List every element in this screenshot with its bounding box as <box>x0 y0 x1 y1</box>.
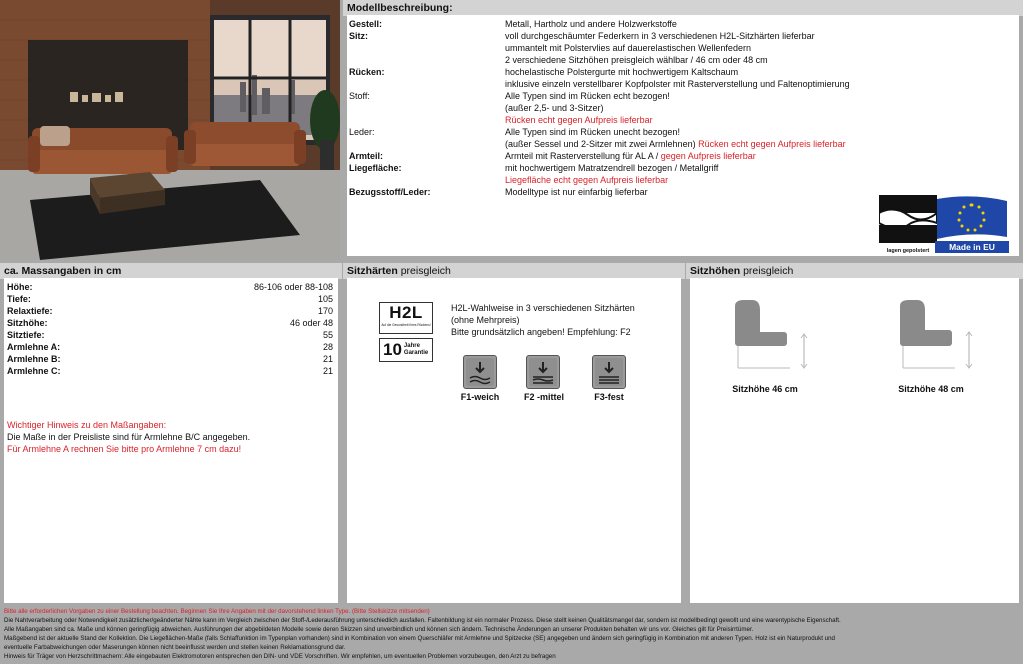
seat-hardness-title-light: preisgleich <box>400 265 451 277</box>
guarantee-words: Jahre Garantie <box>403 343 429 356</box>
h2l-logo-text: H2L <box>389 303 423 322</box>
measure-value: 21 <box>322 366 333 376</box>
measures-note-line2: Für Armlehne A rechnen Sie bitte pro Armlehne 7 cm dazu! <box>7 444 242 454</box>
seat-heights-panel <box>686 263 1023 605</box>
spec-key: Bezugsstoff/Leder: <box>349 187 431 197</box>
layer-badge-label: lagen gepolstert <box>886 248 930 254</box>
seat-hardness-title <box>343 263 685 279</box>
spec-row <box>349 42 1005 54</box>
spec-list <box>349 18 1005 198</box>
measure-row <box>7 293 333 305</box>
seat-heights-title-light: preisgleich <box>743 265 794 277</box>
seat-hardness-title-bold: Sitzhärten <box>347 265 398 277</box>
seat-height-48-label: Sitzhöhe 48 cm <box>898 384 964 394</box>
measure-row <box>7 317 333 329</box>
measure-key: Armlehne B: <box>7 354 61 364</box>
layer-badge <box>879 195 937 253</box>
measure-key: Armlehne A: <box>7 342 61 352</box>
spec-row <box>349 30 1005 42</box>
footer-line2: Die Nahtverarbeitung oder Notwendigkeit zusätzlicher/geänderter Nähte kann im Vergleich zwischen der Stoff-/Lederausführung unterschiedlich ausfallen. Faltenbildung ist ein normaler Prozess. Diese stellt keinen Qualitätsmangel dar, sondern ist modellbedingt gewollt und eine warentypische Eigenschaft. <box>4 617 841 624</box>
spec-row <box>349 54 1005 66</box>
measure-row <box>7 305 333 317</box>
spec-value: (außer Sessel und 2-Sitzer mit zwei Armlehnen) Rücken echt gegen Aufpreis lieferbar <box>505 139 846 149</box>
spec-value: Alle Typen sind im Rücken echt bezogen! <box>505 91 670 101</box>
spec-key: Rücken: <box>349 67 385 77</box>
measure-value: 21 <box>322 354 333 364</box>
seat-height-48-icon <box>895 298 985 378</box>
hardness-f1-icon <box>463 355 497 389</box>
seat-height-46-label: Sitzhöhe 46 cm <box>732 384 798 394</box>
hardness-f3-icon <box>592 355 626 389</box>
measure-value: 86-106 oder 88-108 <box>253 282 333 292</box>
measure-value: 28 <box>322 342 333 352</box>
footer-line5: eventuelle Farbabweichungen oder Maserungen können nicht beeinflusst werden und stellen keinen Reklamationsgrund dar. <box>4 644 346 651</box>
spec-value: Metall, Hartholz und andere Holzwerkstoffe <box>505 19 677 29</box>
measure-row <box>7 281 333 293</box>
spec-key <box>349 42 505 54</box>
spec-key <box>349 54 505 66</box>
spec-row <box>349 90 1005 102</box>
footer-line3: Alle Maßangaben sind ca. Maße und können geringfügig abweichen. Ausführungen der abgebildeten Modelle sowie deren Skizzen sind unverbindlich und können sich ändern. Technische Änderungen an unserer Produkten behalten wir uns vor. Gleiches gilt für Preisirrtümer. <box>4 626 754 633</box>
measure-key: Armlehne C: <box>7 366 61 376</box>
measure-row <box>7 353 333 365</box>
spec-row <box>349 66 1005 78</box>
measure-key: Höhe: <box>7 282 33 292</box>
measure-row <box>7 329 333 341</box>
spec-value: hochelastische Polstergurte mit hochwertigem Kaltschaum <box>505 67 739 77</box>
spec-value: inklusive einzeln verstellbarer Kopfpolster mit Rasterverstellung und Faltenoptimierung <box>505 79 850 89</box>
measure-value: 46 oder 48 <box>289 318 333 328</box>
h2l-logo <box>379 302 433 334</box>
footer-line6: Hinweis für Träger von Herzschrittmachern: Alle eingebauten Elektromotoren entsprechen den DIN- und VDE Vorschriften. Wir empfehlen, um eventuellen Problemen vorzubeugen, den Arzt zu befragen <box>4 653 556 660</box>
measures-note-title: Wichtiger Hinweis zu den Maßangaben: <box>7 420 167 430</box>
hardness-f1-label: F1-weich <box>460 392 500 402</box>
spec-value: ummantelt mit Polstervlies auf dauerelastischen Wellenfedern <box>505 43 751 53</box>
seat-hardness-panel <box>343 263 685 605</box>
measures-title: ca. Massangaben in cm <box>0 263 342 279</box>
guarantee-logo <box>379 338 433 362</box>
spec-row <box>349 138 1005 150</box>
hardness-info-line1: H2L-Wahlweise in 3 verschiedenen Sitzhärten <box>451 303 635 313</box>
spec-row <box>349 18 1005 30</box>
spec-key: Armteil: <box>349 151 384 161</box>
model-description-title: Modellbeschreibung: <box>343 0 1023 16</box>
spec-row <box>349 78 1005 90</box>
measures-note <box>7 419 250 455</box>
spec-key: Liegefläche: <box>349 163 402 173</box>
seat-heights-title-bold: Sitzhöhen <box>690 265 741 277</box>
measure-key: Relaxtiefe: <box>7 306 53 316</box>
spec-value: Liegefläche echt gegen Aufpreis lieferbar <box>505 175 669 185</box>
spec-row <box>349 102 1005 114</box>
spec-value-red: gegen Aufpreis lieferbar <box>658 151 756 161</box>
guarantee-number: 10 <box>383 340 402 359</box>
eu-badge-label: Made in EU <box>935 241 1009 253</box>
spec-value: Modelltype ist nur einfarbig lieferbar <box>505 187 648 197</box>
spec-value-red: Rücken echt gegen Aufpreis lieferbar <box>695 139 846 149</box>
eu-badge <box>935 195 1009 253</box>
seat-heights-title <box>686 263 1023 279</box>
spec-value: Rücken echt gegen Aufpreis lieferbar <box>505 115 653 125</box>
measure-row <box>7 365 333 377</box>
spec-row <box>349 126 1005 138</box>
spec-value: (außer 2,5- und 3-Sitzer) <box>505 103 604 113</box>
spec-key <box>349 114 505 126</box>
hardness-info-line2: (ohne Mehrpreis) <box>451 315 520 325</box>
measure-key: Tiefe: <box>7 294 31 304</box>
measure-value: 170 <box>317 306 333 316</box>
spec-key: Leder: <box>349 127 375 137</box>
hardness-f3-label: F3-fest <box>594 392 624 402</box>
model-description-panel <box>343 0 1023 260</box>
footer-line4: Maßgebend ist der aktuelle Stand der Kollektion. Die Liegeflächen-Maße (falls Schlaffunktion im Typenplan vorhanden) sind in Kombination von einem Querschläfer mit Armlehne und Spitzecke (SE) angegeben und ändern sich geringfügig in Kombination mit anderen Typen. Holz ist ein Naturprodukt und <box>4 635 835 642</box>
spec-key <box>349 102 505 114</box>
spec-value: 2 verschiedene Sitzhöhen preisgleich wählbar / 46 cm oder 48 cm <box>505 55 768 65</box>
spec-key <box>349 138 505 150</box>
measure-row <box>7 341 333 353</box>
seat-height-46-icon <box>730 298 820 378</box>
eu-flag-icon <box>935 195 1009 241</box>
hardness-info <box>451 302 635 338</box>
measures-panel <box>0 263 342 605</box>
spec-value: mit hochwertigem Matratzendrell bezogen / Metallgriff <box>505 163 719 173</box>
measure-key: Sitzhöhe: <box>7 318 48 328</box>
living-room-image <box>0 0 340 260</box>
hardness-f2-label: F2 -mittel <box>523 392 564 402</box>
measures-note-line1: Die Maße in der Preisliste sind für Armlehne B/C angegeben. <box>7 432 251 442</box>
measures-table <box>7 281 333 377</box>
spec-key: Gestell: <box>349 19 383 29</box>
layer-icon <box>879 195 937 243</box>
measure-key: Sitztiefe: <box>7 330 45 340</box>
spec-value: Armteil mit Rasterverstellung für AL A / gegen Aufpreis lieferbar <box>505 151 756 161</box>
hardness-f2-icon <box>526 355 560 389</box>
footer-notes <box>4 607 1019 661</box>
spec-key: Stoff: <box>349 91 370 101</box>
spec-row <box>349 162 1005 174</box>
spec-key: Sitz: <box>349 31 368 41</box>
spec-key <box>349 174 505 186</box>
spec-row <box>349 150 1005 162</box>
spec-row <box>349 114 1005 126</box>
spec-key <box>349 78 505 90</box>
footer-line1: Bitte alle erforderlichen Vorgaben zu einer Bestellung beachten. Beginnen Sie Ihre Angaben mit der davorstehend linken Type. (Bitte Stellskizze mitsenden) <box>4 608 430 615</box>
hardness-info-line3: Bitte grundsätzlich angeben! Empfehlung: F2 <box>451 327 631 337</box>
spec-value: Alle Typen sind im Rücken unecht bezogen! <box>505 127 680 137</box>
spec-row <box>349 174 1005 186</box>
measure-value: 55 <box>322 330 333 340</box>
spec-value: voll durchgeschäumter Federkern in 3 verschiedenen H2L-Sitzhärten lieferbar <box>505 31 815 41</box>
h2l-logo-sub: Auf die Gesundheit Ihres Rückens! <box>381 323 431 327</box>
measure-value: 105 <box>317 294 333 304</box>
product-photo <box>0 0 340 260</box>
